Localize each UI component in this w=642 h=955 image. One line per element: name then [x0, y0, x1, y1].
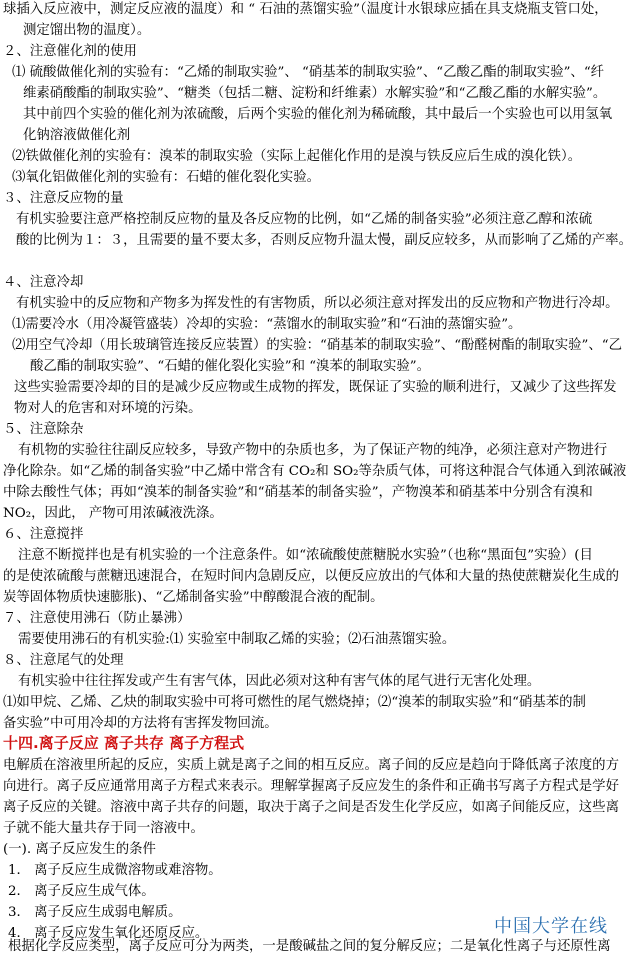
section-heading: ２、注意催化剂的使用 — [3, 44, 137, 59]
text-line: 离子反应的关键。溶液中离子共存的问题，取决于离子之间是否发生化学反应，如离子间能反应，这些离 — [3, 800, 619, 815]
section-heading: ４、注意冷却 — [3, 275, 84, 290]
text-line: ⑵用空气冷却（用长玻璃管连接反应装置）的实验：“硝基苯的制取实验”、“酚醛树酯的制取实验”、“乙 — [12, 338, 623, 353]
text-line: 维素硝酸酯的制取实验”、“糖类（包括二糖、淀粉和纤维素）水解实验”和“乙酸乙酯的水解实验”。 — [23, 86, 607, 101]
text-line: ⑴如甲烷、乙烯、乙炔的制取实验中可将可燃性的尾气燃烧掉；⑵“溴苯的制取实验”和“硝基苯的制 — [3, 695, 586, 710]
chapter-heading: 十四.离子反应 离子共存 离子方程式 — [3, 734, 245, 752]
text-line: 有机实验要注意严格控制反应物的量及各反应物的比例，如“乙烯的制备实验”必须注意乙醇和浓硫 — [16, 212, 593, 227]
text-line: ⑴ 硫酸做催化剂的实验有：“乙烯的制取实验”、 “硝基苯的制取实验”、“乙酸乙酯的制取实验”、“纤 — [12, 65, 605, 80]
section-heading: ５、注意除杂 — [3, 422, 84, 437]
section-heading: ３、注意反应物的量 — [3, 191, 124, 206]
list-item: 1． 离子反应生成微溶物或难溶物。 — [8, 863, 222, 878]
text-line: 根据化学反应类型，离子反应可分为两类，一是酸碱盐之间的复分解反应；二是氧化性离子与还原性离 — [8, 939, 611, 954]
text-line: NO₂，因此， 产物可用浓碱液洗涤。 — [3, 506, 223, 521]
text-line: 其中前四个实验的催化剂为浓硫酸，后两个实验的催化剂为稀硫酸，其中最后一个实验也可以用氢氧 — [23, 107, 613, 122]
watermark: 中国大学在线 — [494, 916, 608, 937]
text-line: 有机实验中的反应物和产物多为挥发性的有害物质，所以必须注意对挥发出的反应物和产物进行冷却。 — [16, 296, 619, 311]
text-line: 需要使用沸石的有机实验:⑴ 实验室中制取乙烯的实验；⑵石油蒸馏实验。 — [18, 632, 456, 647]
section-heading: ７、注意使用沸石（防止暴沸） — [3, 611, 191, 626]
text-line: 的是使浓硫酸与蔗糖迅速混合，在短时间内急剧反应，以便反应放出的气体和大量的热使蔗糖炭化生成的 — [3, 569, 619, 584]
text-line: 物对人的危害和对环境的污染。 — [14, 401, 202, 416]
text-line: 酸乙酯的制取实验”、“石蜡的催化裂化实验”和 “溴苯的制取实验”。 — [30, 359, 431, 374]
text-line: ⑶氧化铝做催化剂的实验有：石蜡的催化裂化实验。 — [12, 170, 320, 185]
text-line: ⑵铁做催化剂的实验有：溴苯的制取实验（实际上起催化作用的是溴与铁反应后生成的溴化铁）。 — [12, 149, 582, 164]
list-item: 4． 离子反应发生氧化还原反应。 — [8, 926, 209, 941]
text-line: 测定馏出物的温度）。 — [23, 23, 151, 38]
section-heading: ６、注意搅拌 — [3, 527, 84, 542]
text-line: 有机物的实验往往副反应较多，导致产物中的杂质也多，为了保证产物的纯净，必须注意对产物进行 — [18, 443, 608, 458]
text-line: 注意不断搅拌也是有机实验的一个注意条件。如“浓硫酸使蔗糖脱水实验”（也称“黑面包”实验）(目 — [18, 548, 593, 563]
text-line: 备实验”中可用冷却的方法将有害挥发物回流。 — [3, 716, 278, 731]
text-line: 炭等固体物质快速膨胀)、“乙烯制备实验”中醇酸混合液的配制。 — [3, 590, 384, 605]
text-line: 向进行。离子反应通常用离子方程式来表示。理解掌握离子反应发生的条件和正确书写离子方程式是学好 — [3, 779, 619, 794]
text-line: 这些实验需要冷却的目的是减少反应物或生成物的挥发，既保证了实验的顺利进行，又减少了这些挥发 — [14, 380, 617, 395]
text-line: 化钠溶液做催化剂 — [23, 128, 131, 143]
text-line: 电解质在溶液里所起的反应，实质上就是离子之间的相互反应。离子间的反应是趋向于降低离子浓度的方 — [3, 758, 619, 773]
list-item: 2． 离子反应生成气体。 — [8, 884, 155, 899]
text-line: ⑴需要冷水（用冷凝管盛装）冷却的实验：“蒸馏水的制取实验”和“石油的蒸馏实验”。 — [12, 317, 522, 332]
text-line: 中除去酸性气体；再如“溴苯的制备实验”和“硝基苯的制备实验”，产物溴苯和硝基苯中分别含有溴和 — [3, 485, 593, 500]
text-line: 净化除杂。如“乙烯的制备实验”中乙烯中常含有 CO₂和 SO₂等杂质气体，可将这种混合气体通入到浓碱液 — [3, 464, 627, 479]
subsection-heading: (一). 离子反应发生的条件 — [3, 842, 156, 857]
text-line: 球插入反应液中，测定反应液的温度）和 “ 石油的蒸馏实验”（温度计水银球应插在具支烧瓶支管口处， — [3, 2, 608, 17]
text-line: 酸的比例为１：３，且需要的量不要太多，否则反应物升温太慢，副反应较多，从而影响了乙烯的产率。 — [16, 233, 632, 248]
text-line: 有机实验中往往挥发或产生有害气体，因此必须对这种有害气体的尾气进行无害化处理。 — [18, 674, 541, 689]
section-heading: ８、注意尾气的处理 — [3, 653, 124, 668]
text-line: 子就不能大量共存于同一溶液中。 — [3, 821, 204, 836]
list-item: 3． 离子反应生成弱电解质。 — [8, 905, 182, 920]
